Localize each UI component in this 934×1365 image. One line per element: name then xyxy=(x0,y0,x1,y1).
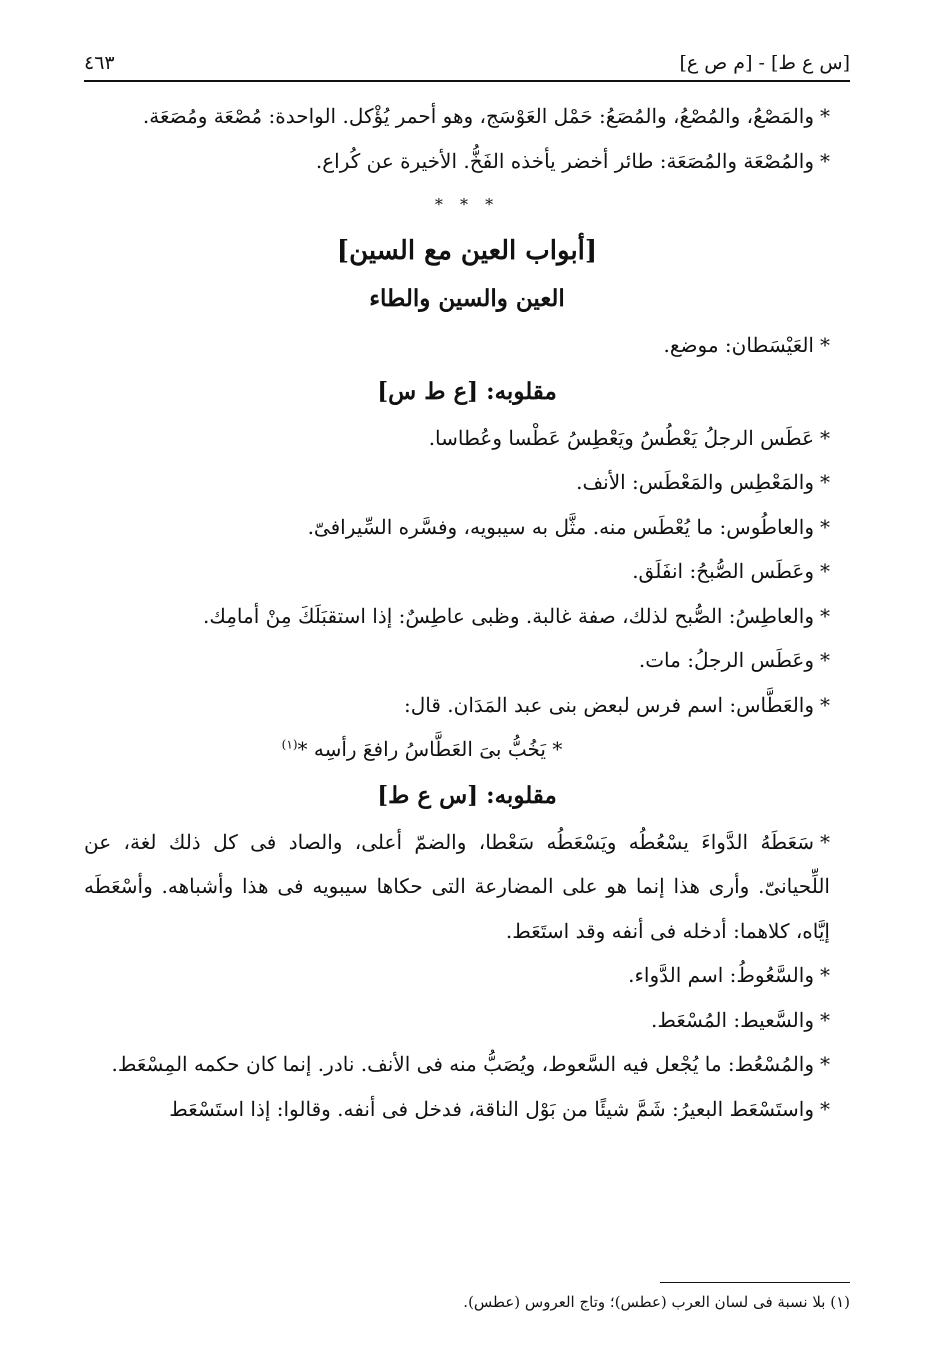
entry-text: والمُصْعَة والمُصَعَة: طائر أخضر يأخذه الفَخُّ. الأخيرة عن كُراع. xyxy=(315,148,814,173)
verse-text: * يَخُبُّ بىَ العَطَّاسُ رافعَ رأسِه * xyxy=(297,737,563,761)
entry-paragraph xyxy=(84,1042,850,1087)
entry-paragraph xyxy=(84,683,850,728)
bullet-marker: * xyxy=(820,104,830,128)
entry-paragraph xyxy=(84,323,850,368)
section-heading: العين والسين والطاء xyxy=(369,285,565,312)
entry-paragraph xyxy=(84,94,850,139)
entry-text: العَيْسَطان: موضع. xyxy=(663,333,814,357)
bullet-marker: * xyxy=(820,829,830,854)
entry-text: واستَسْعَط البعيرُ: شَمَّ شيئًا من بَوْل الناقة، فدخل فى أنفه. وقالوا: إذا استَسْعَط xyxy=(169,1096,814,1121)
bullet-marker: * xyxy=(820,333,830,357)
entry-paragraph xyxy=(84,416,850,461)
entry-text: والمَعْطِس والمَعْطَس: الأنف. xyxy=(576,470,814,494)
entry-paragraph xyxy=(84,549,850,594)
entry-paragraph xyxy=(84,1087,850,1132)
entry-paragraph xyxy=(84,998,850,1043)
footnote-marker: (١) xyxy=(281,737,298,752)
bullet-marker: * xyxy=(820,425,830,450)
entry-text: والمُسْعُط: ما يُجْعل فيه السَّعوط، ويُصَبُّ منه فى الأنف. نادر. إنما كان حكمه المِسْعَط. xyxy=(111,1052,814,1076)
subsection-heading: مقلوبه: [س ع ط] xyxy=(377,781,557,809)
bullet-marker: * xyxy=(820,963,830,987)
entry-paragraph xyxy=(84,139,850,184)
bullet-marker: * xyxy=(820,648,830,672)
header-rule xyxy=(84,80,850,82)
entry-text: وعَطَس الرجلُ: مات. xyxy=(638,648,814,672)
entry-text: وعَطَس الصُّبحُ: انفَلَق. xyxy=(632,559,814,583)
page-header xyxy=(84,40,850,74)
entry-text: عَطَس الرجلُ يَعْطُسُ ويَعْطِسُ عَطْسا وعُطاسا. xyxy=(428,425,814,450)
verse-line xyxy=(84,727,850,772)
bullet-marker: * xyxy=(820,1052,830,1076)
subsection-heading: مقلوبه: [ع ط س] xyxy=(377,377,557,405)
entry-text: سَعَطَهُ الدَّواءَ يسْعُطُه ويَسْعَطُه سَعْطا، والضمّ أعلى، والصاد فى كل ذلك لغة، عن اللِّحيانىّ. وأرى هذا إنما هو على المضارعة التى حكاها سيبويه فى هذا وأشباهه. وأسْعَطَه إيَّاه، كلاهما: أدخله فى أنفه وقد استَعَط. xyxy=(84,829,830,943)
bullet-marker: * xyxy=(820,603,830,628)
entry-paragraph xyxy=(84,505,850,550)
page-body xyxy=(84,94,850,1131)
bullet-marker: * xyxy=(820,559,830,583)
section-divider-stars: * * * xyxy=(434,195,500,214)
entry-paragraph xyxy=(84,953,850,998)
entry-text: والعَطَّاس: اسم فرس لبعض بنى عبد المَدَان. قال: xyxy=(404,692,814,717)
page-number: ٤٦٣ xyxy=(84,52,115,74)
entry-text: والمَصْعُ، والمُصْعُ، والمُصَعُ: حَمْل العَوْسَج، وهو أحمر يُؤْكل. الواحدة: مُصْعَة ومُصَعَة. xyxy=(142,104,814,128)
bullet-marker: * xyxy=(820,1096,830,1121)
running-title: [م ص ع] - [س ع ط] xyxy=(679,52,850,74)
footnote-rule xyxy=(660,1282,850,1283)
entry-text: والسَّعُوطُ: اسم الدَّواء. xyxy=(628,963,814,987)
bullet-marker: * xyxy=(820,692,830,717)
bullet-marker: * xyxy=(820,148,830,173)
entry-paragraph xyxy=(84,638,850,683)
entry-text: والعاطِسُ: الصُّبح لذلك، صفة غالبة. وظبى عاطِسٌ: إذا استقبَلَكَ مِنْ أمامِك. xyxy=(203,603,814,628)
entry-paragraph xyxy=(84,460,850,505)
bullet-marker: * xyxy=(820,514,830,539)
chapter-heading: [أبواب العين مع السين] xyxy=(336,236,598,266)
bullet-marker: * xyxy=(820,470,830,494)
entry-paragraph xyxy=(84,820,850,954)
bullet-marker: * xyxy=(820,1007,830,1032)
entry-paragraph xyxy=(84,594,850,639)
entry-text: والسَّعيط: المُسْعَط. xyxy=(651,1007,814,1032)
footnote: (١) بلا نسبة فى لسان العرب (عطس)؛ وتاج العروس (عطس). xyxy=(463,1293,850,1311)
entry-text: والعاطُوس: ما يُعْطَس منه. مثَّل به سيبويه، وفسَّره السِّيرافىّ. xyxy=(307,514,814,539)
